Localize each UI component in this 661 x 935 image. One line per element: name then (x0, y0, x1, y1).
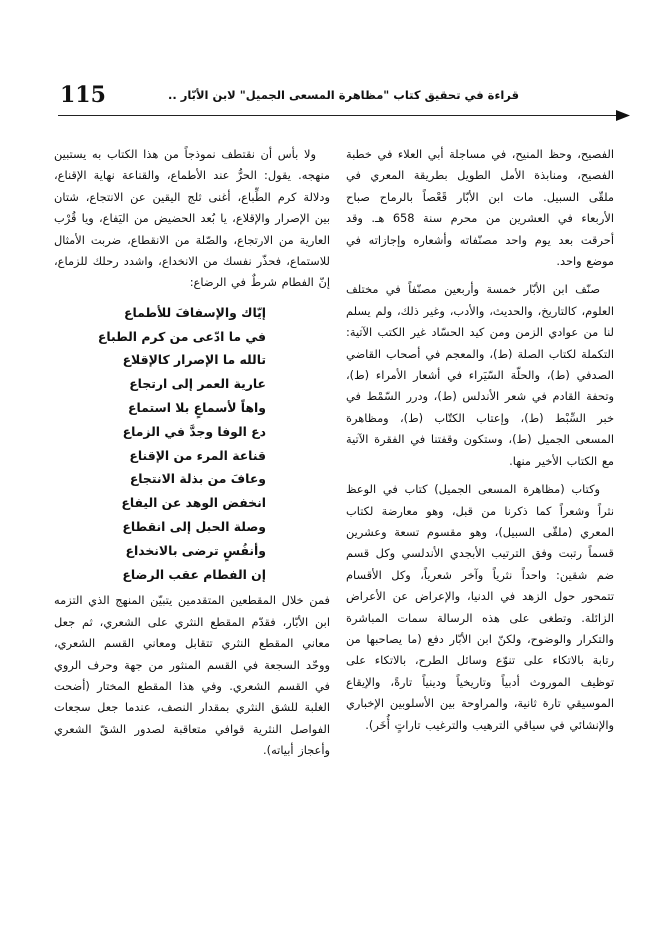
paragraph-analysis: فمن خلال المقطعين المتقدمين يتبيّن المنهج الذي التزمه ابن الأبّار، فقدّم المقطع النثري على الشعري، ثم جعل معاني المقطع النثري تتقابل ومعاني القسم الشعري، ووحّد السجعة في القسم المنثور من جهة وحرف الروي في القسم الشعري. وفي هذا المقطع المختار (أضحت الغلبة للشق النثري بمقدار النصف، عندما جعل سجعات الفواصل النثرية قوافي متعاقبة لصدور الشقّ الشعري وأعجاز أبياته). (54, 593, 330, 758)
poem-verse: واهاً لأسماعٍ بلا استماع (128, 400, 266, 416)
right-column (346, 144, 614, 743)
poem-verse: إن الفطام عقب الرضاع (122, 566, 266, 582)
page-number: 115 (60, 82, 106, 108)
poem-verse: عارية العمر إلى ارتجاع (129, 376, 266, 392)
paragraph-author-death: الفصيح، وحظ المنيح، في مساجلة أبي العلاء في خطبة الفصيح، ومنابذة الأمل الطويل بطريقة المعري في ملقّى السبيل. مات ابن الأبّار قَعْصاً بالرماح صباح الأربعاء في العشرين من محرم سنة 658 هـ. وقد أحرقت بعد يوم واحد مصنّفاته وأشعاره وإجازاته في موضع واحد. (346, 147, 614, 269)
running-title: قراءة في تحقيق كتاب "مظاهرة المسعى الجميل" لابن الأبّار .. (168, 88, 519, 102)
poem-verse: في ما ادّعى من كرم الطباع (97, 328, 266, 344)
running-header (58, 76, 624, 116)
poem-verse: دع الوفا وجدَّ في الزماع (122, 423, 266, 439)
poem (54, 301, 330, 587)
header-rule (58, 115, 624, 116)
paragraph-book-description: وكتاب (مظاهرة المسعى الجميل) كتاب في الوعظ نثراً وشعراً كما ذكرنا من قبل، وهو معارضة لكتاب المعري (ملقّى السبيل)، وهو مقسوم تسعة وعشرين قسماً رتبت وفق الترتيب الأبجدي الأندلسي وكل قسم ضم شقين: واحداً نثرياً وآخر شعرياً، وكل الأقسام تتمحور حول الزهد في الدنيا، والإعراض عن الأعراض الزائلة. وتطغى على هذه الرسالة سمات المباشرة والتكرار والوضوح، ولكنّ ابن الأبّار دفع (ما يصاحبها من رتابة بالاتكاء على تنوّع وسائل الطرح، بالاتكاء على توظيف الموروث أدبياً وتاريخياً ودينياً تارةً، والإيقاع الموسيقي تارة ثانية، والمراوحة بين الأسلوبين الإخباري والإنشائي في سياقي الترهيب والترغيب تاراتٍ أُخَر). (346, 482, 614, 732)
poem-verse: وعافَ من بذلة الانتجاع (129, 471, 266, 487)
paragraph-author-works: صنّف ابن الأبّار خمسة وأربعين مصنّفاً في مختلف العلوم، كالتاريخ، والحديث، والأدب، وغير ذلك، ولم يسلم لنا من عوادي الزمن ومن كيد الحسّاد غير الكتب الآتية: التكملة لكتاب الصلة (ط)، والمعجم في أصحاب القاضي الصدفي (ط)، والحلّة السّيَراء في أشعار الأمراء (ط)، وتحفة القادم في شعر الأندلس (ط)، ودرر السّمْط في خبر السِّبْط (ط)، وإعتاب الكتّاب (ط)، ومظاهرة المسعى الجميل (ط)، وستكون وقفتنا في الفقرة الآتية مع الكتاب الأخير منها. (346, 282, 614, 468)
poem-verse: انخفض الوهد عن اليفاع (121, 495, 266, 511)
poem-verse: وصلة الحبل إلى انقطاع (122, 519, 266, 535)
paragraph-prose-excerpt: ولا بأس أن نقتطف نموذجاً من هذا الكتاب به يستبين منهجه. يقول: الحرُّ عند الأطماع، والقناعة نهاية الإقناع، ودلالة كرم الطِّباع، أغنى ثلج اليقين عن الانتجاع، شتان بين الإصرار والإقلاع، يا بُعد الحضيض من اليَفاع، ويا قُرْب العارية من الارتجاع، والصّلة من الانقطاع، ضربت الأمثال للاستماع، فحذّر نفسك من الانخداع، واشدد رحلك للزماع، إنّ الفطام شرطٌ في الرضاع: (54, 147, 330, 290)
poem-verse: وأنفُسٍ ترضى بالانخداع (125, 542, 266, 558)
left-column (54, 144, 330, 769)
poem-verse: قناعة المرء من الإقناع (129, 447, 266, 463)
poem-verse: تالله ما الإصرار كالإقلاع (122, 352, 266, 368)
poem-verse: إيّاك والإسفافَ للأطماع (123, 304, 266, 320)
